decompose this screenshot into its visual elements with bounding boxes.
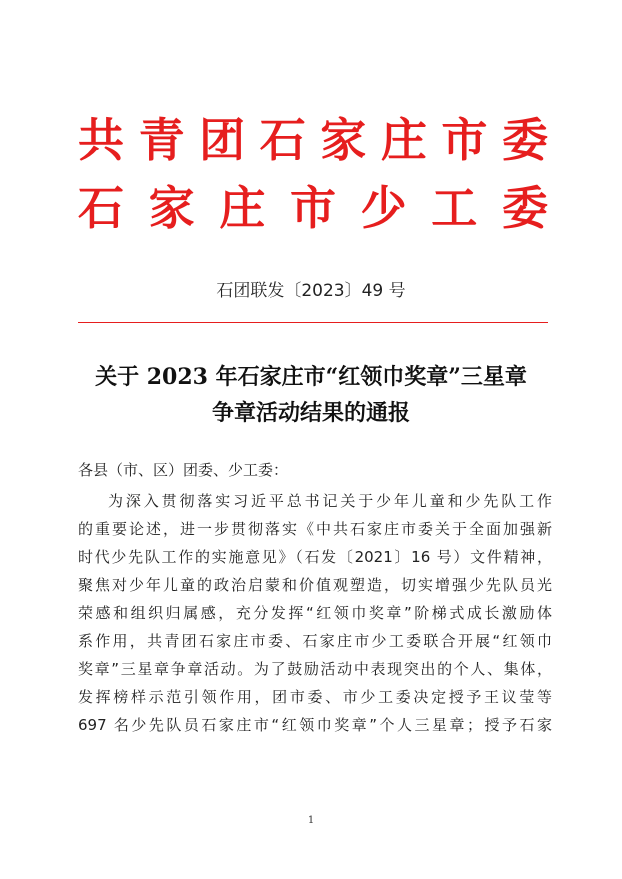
- page-number: 1: [307, 815, 315, 826]
- paragraph-line: 荣感和组织归属感，充分发挥“红领巾奖章”阶梯式成长激励体: [78, 604, 552, 622]
- paragraph-line: 697 名少先队员石家庄市“红领巾奖章”个人三星章；授予石家: [78, 716, 552, 734]
- org-char: 庄: [219, 181, 266, 235]
- org-char: 团: [199, 113, 246, 167]
- org-char: 石: [259, 113, 306, 167]
- document-title-line-1: 关于 2023 年石家庄市“红领巾奖章”三星章: [95, 364, 527, 390]
- paragraph-line: 的重要论述，进一步贯彻落实《中共石家庄市委关于全面加强新: [78, 520, 552, 538]
- paragraph-line: 系作用，共青团石家庄市委、石家庄市少工委联合开展“红领巾: [78, 632, 552, 650]
- body-paragraph: [78, 487, 552, 739]
- issuing-org-line-2: [78, 178, 548, 238]
- paragraph-line: 奖章”三星章争章活动。为了鼓励活动中表现突出的个人、集体，: [78, 660, 552, 678]
- paragraph-line: 发挥榜样示范引领作用，团市委、市少工委决定授予王议莹等: [78, 688, 552, 706]
- org-char: 委: [501, 181, 548, 235]
- org-char: 少: [360, 181, 407, 235]
- issuing-org-line-1: [78, 110, 548, 170]
- document-title-line-2: 争章活动结果的通报: [211, 400, 410, 426]
- org-char: 市: [289, 181, 336, 235]
- document-number: 石团联发〔2023〕49 号: [216, 281, 406, 301]
- salutation: 各县（市、区）团委、少工委：: [78, 461, 289, 479]
- org-char: 青: [138, 113, 185, 167]
- org-char: 家: [320, 113, 367, 167]
- org-char: 家: [148, 181, 195, 235]
- org-char: 工: [431, 181, 478, 235]
- paragraph-line: 为深入贯彻落实习近平总书记关于少年儿童和少先队工作: [108, 492, 552, 510]
- red-separator-line: [78, 322, 548, 323]
- org-char: 共: [78, 113, 124, 167]
- org-char: 委: [501, 113, 548, 167]
- org-char: 庄: [380, 113, 427, 167]
- org-char: 石: [78, 181, 124, 235]
- paragraph-line: 聚焦对少年儿童的政治启蒙和价值观塑造，切实增强少先队员光: [78, 576, 552, 594]
- org-char: 市: [441, 113, 488, 167]
- paragraph-line: 时代少先队工作的实施意见》（石发〔2021〕16 号）文件精神，: [78, 548, 552, 566]
